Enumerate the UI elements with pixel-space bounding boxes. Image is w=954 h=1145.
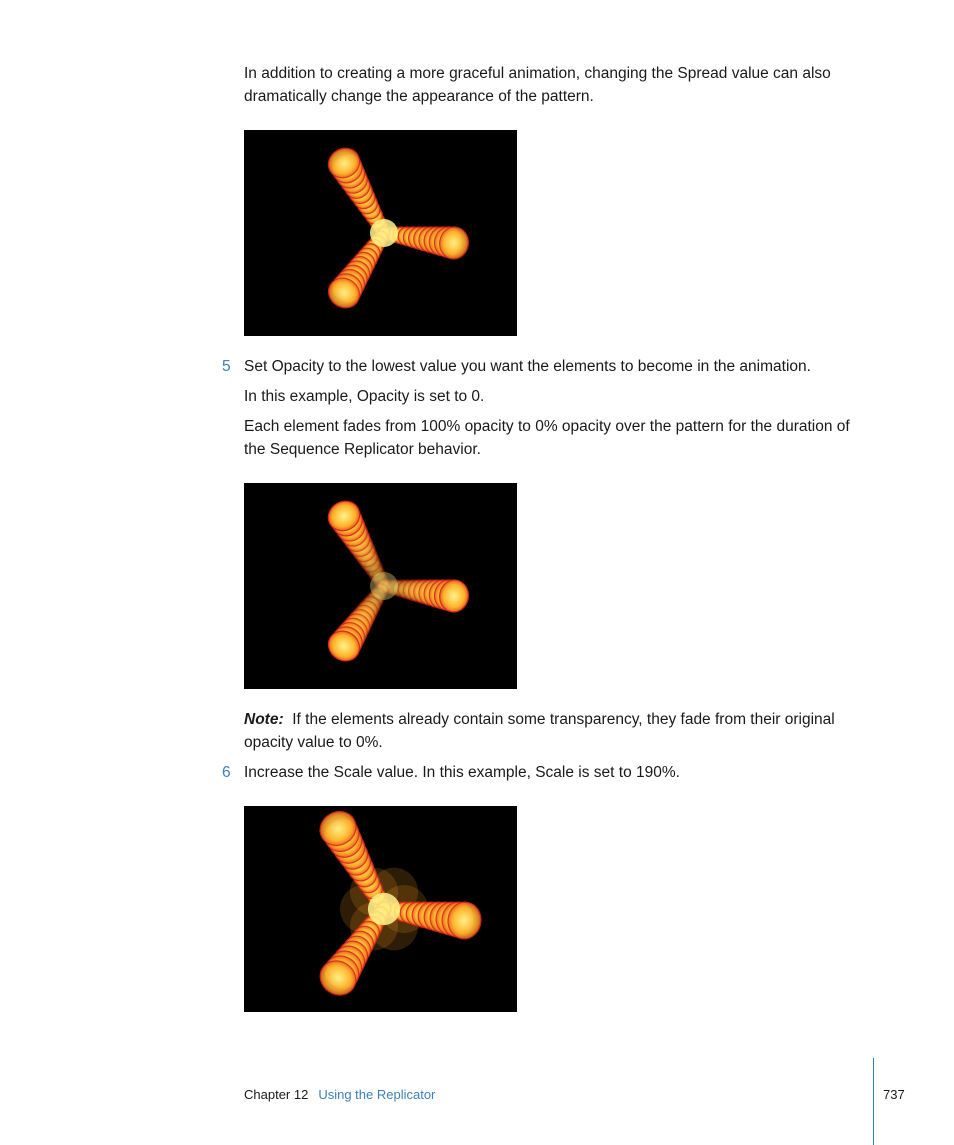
spread-figure bbox=[244, 130, 517, 336]
step-5-example: In this example, Opacity is set to 0. bbox=[244, 388, 485, 405]
footer-chapter: Chapter 12 bbox=[244, 1087, 309, 1102]
intro-paragraph: In addition to creating a more graceful animation, changing the Spread value can also dramatically change the appearance of the pattern. bbox=[244, 65, 831, 105]
scale-figure bbox=[244, 806, 517, 1012]
page-number: 737 bbox=[883, 1087, 905, 1102]
step-6-text: Increase the Scale value. In this example, Scale is set to 190%. bbox=[244, 764, 680, 781]
flame-core bbox=[368, 893, 400, 925]
step-5-text: Set Opacity to the lowest value you want the elements to become in the animation. bbox=[244, 358, 811, 375]
step-5-detail: Each element fades from 100% opacity to 0% opacity over the pattern for the duration of the Sequence Replicator behavior. bbox=[244, 418, 850, 458]
spread-pattern-image bbox=[244, 130, 517, 336]
note-text: If the elements already contain some transparency, they fade from their original opacity value to 0%. bbox=[244, 711, 835, 751]
page-footer bbox=[244, 1087, 435, 1103]
footer-chapter-title[interactable]: Using the Replicator bbox=[318, 1087, 436, 1102]
scale-pattern-image bbox=[244, 806, 517, 1012]
note-label: Note: bbox=[244, 711, 284, 728]
step-5-number: 5 bbox=[222, 358, 231, 375]
step-6-number: 6 bbox=[222, 764, 231, 781]
opacity-pattern-image bbox=[244, 483, 517, 689]
note-paragraph bbox=[244, 708, 874, 754]
flame-core bbox=[370, 572, 398, 600]
footer-divider bbox=[873, 1058, 874, 1145]
flame-core bbox=[370, 219, 398, 247]
opacity-figure bbox=[244, 483, 517, 689]
